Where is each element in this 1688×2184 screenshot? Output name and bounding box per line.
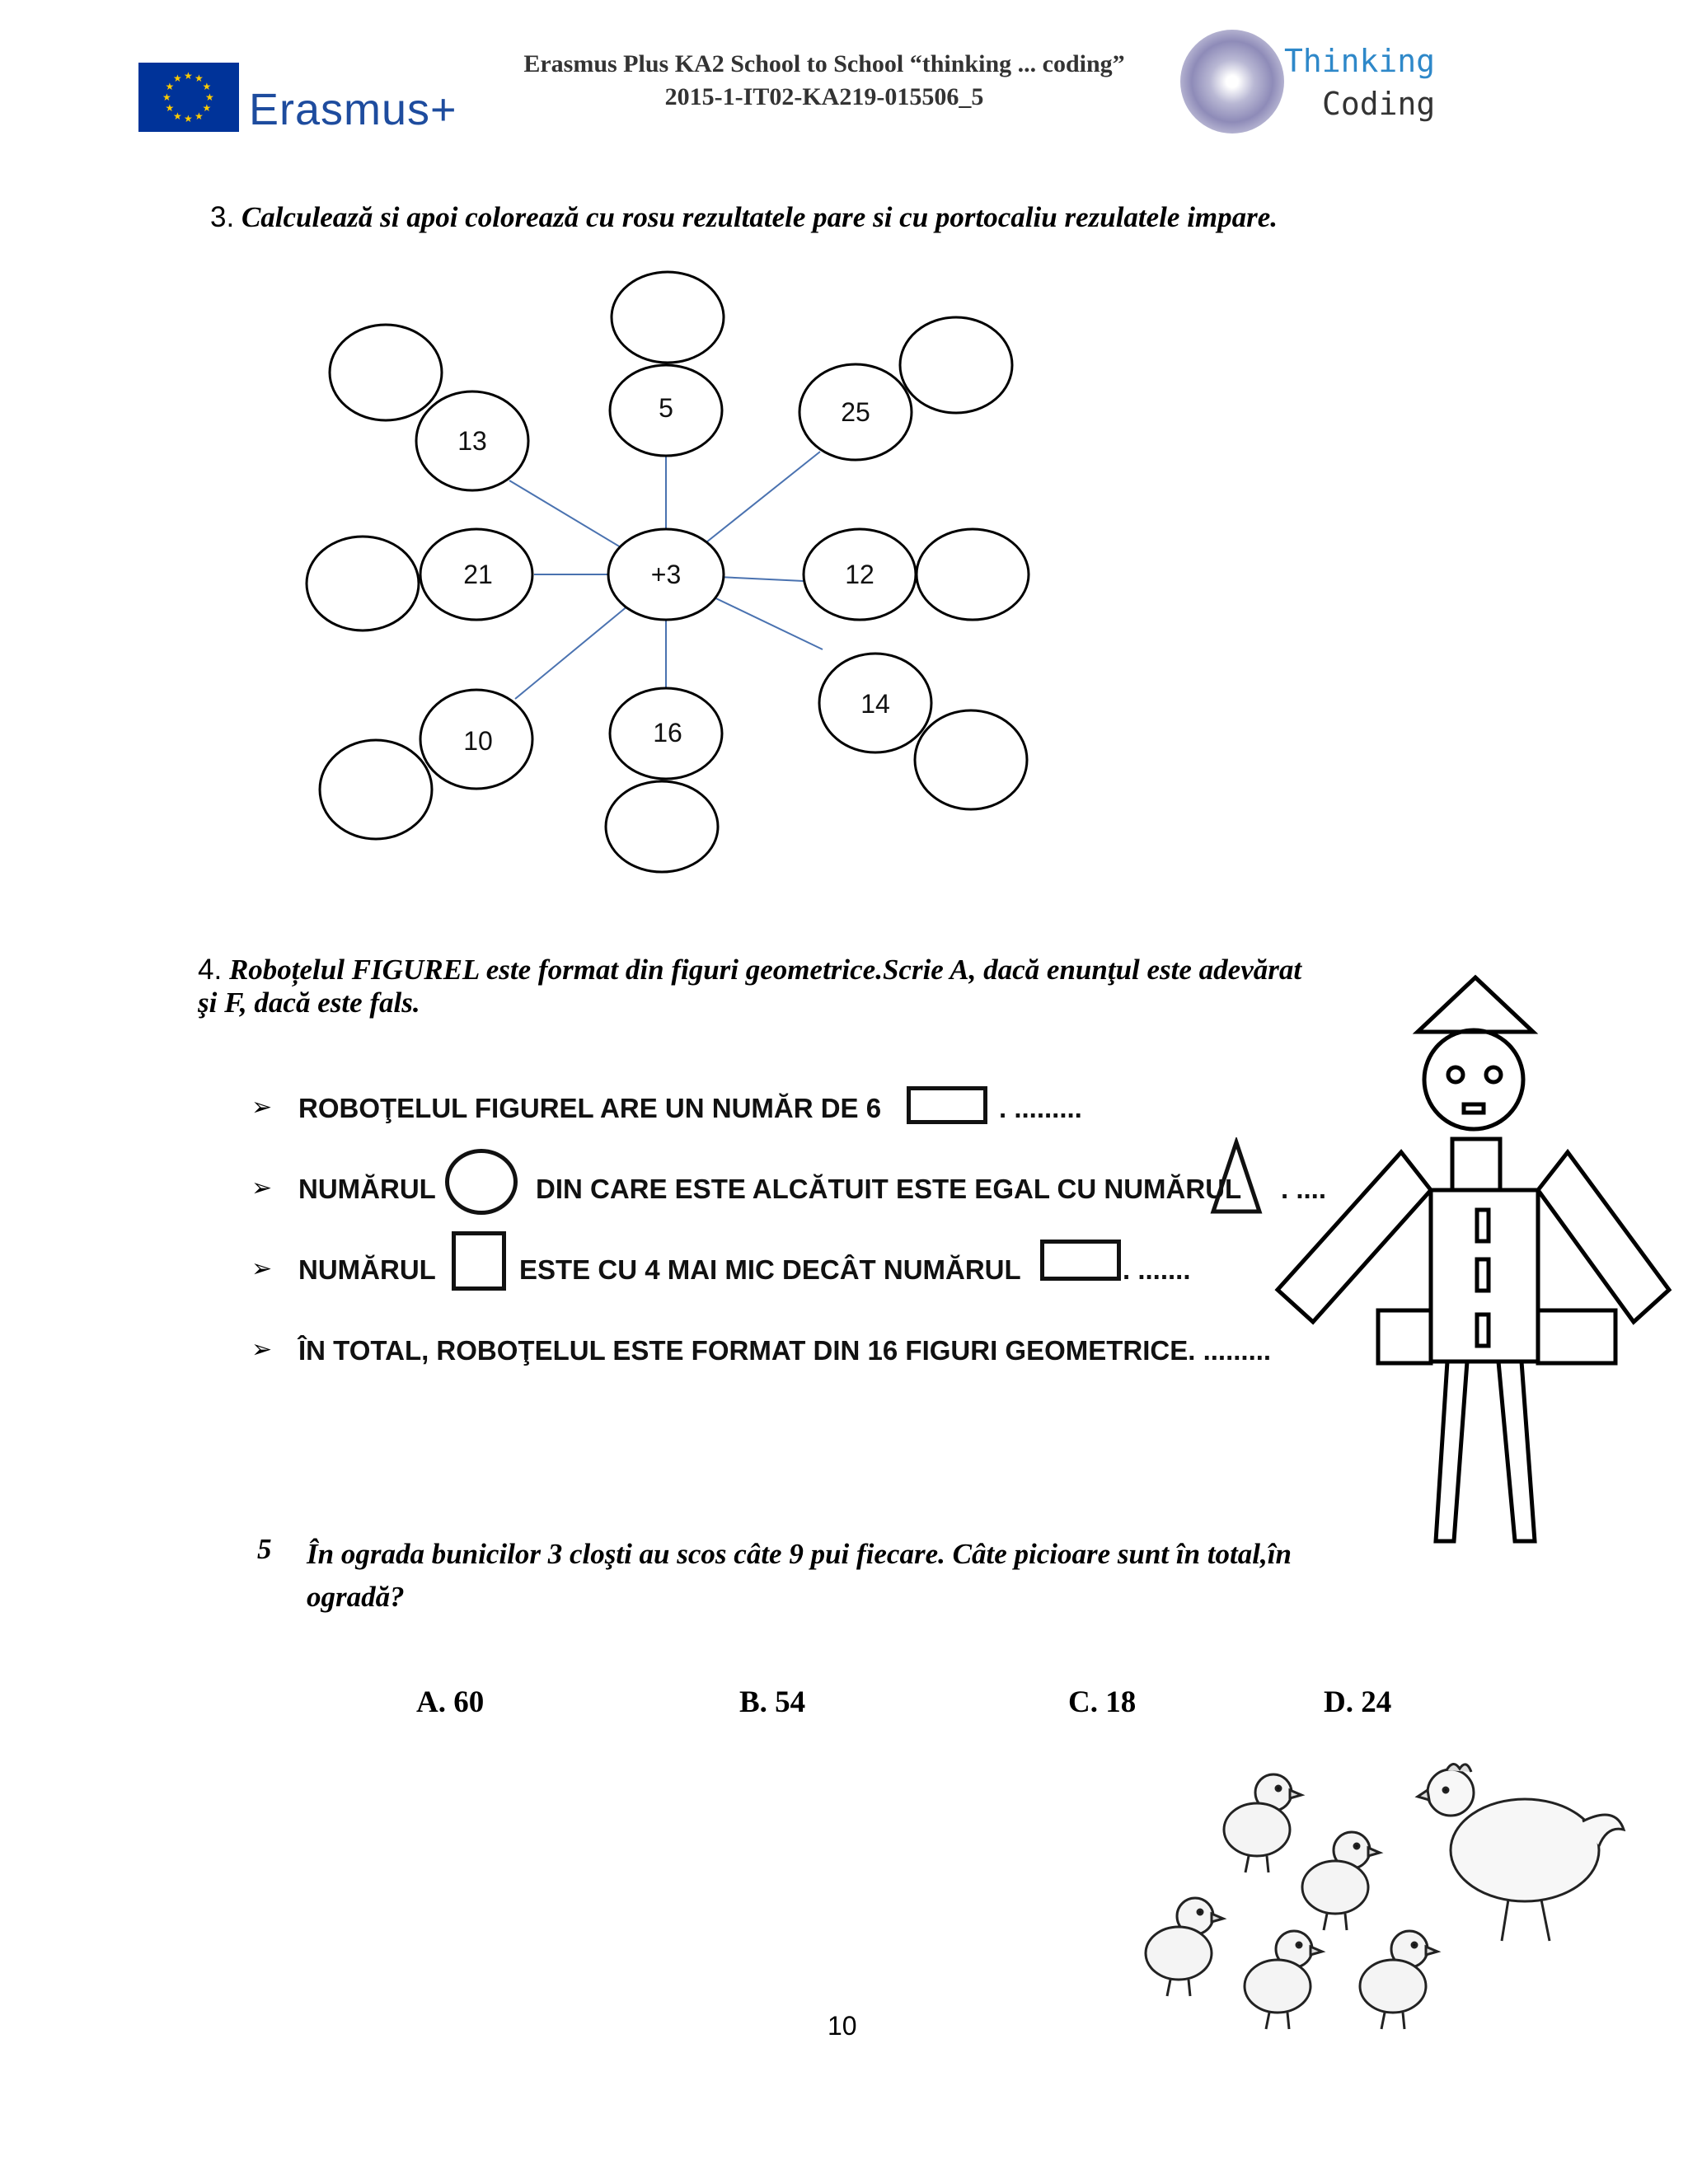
robot-body-rect [1431, 1190, 1538, 1361]
circle-icon [445, 1149, 518, 1215]
bullet-arrow-icon: ➢ [251, 1093, 273, 1122]
page-number: 10 [828, 2011, 857, 2041]
robot-mouth-rect [1464, 1104, 1484, 1113]
project-title-line1: Erasmus Plus KA2 School to School “thinking ... coding” [523, 50, 1125, 77]
spoke-label-12: 12 [845, 560, 874, 589]
robot-neck-square [1452, 1139, 1500, 1190]
robot-button-rect [1477, 1315, 1489, 1346]
answer-bubble-14 [915, 710, 1027, 809]
statement-1-text: ROBOŢELUL FIGUREL ARE UN NUMĂR DE 6 [298, 1093, 882, 1123]
task4-number: 4. [198, 954, 223, 986]
statement-2-text-b: DIN CARE ESTE ALCĂTUIT ESTE EGAL CU NUMĂRUL [536, 1174, 1242, 1204]
chick-icon [1224, 1774, 1301, 1872]
spoke-label-25: 25 [841, 397, 870, 427]
task5-question-line1: În ograda bunicilor 3 cloşti au scos câte 9 pui fiecare. Câte picioare sunt în total,în [307, 1538, 1292, 1570]
statement-3-answer-blank[interactable]: . ....... [1123, 1254, 1191, 1285]
triangle-icon [1210, 1137, 1263, 1216]
rectangle-icon [1040, 1240, 1121, 1281]
robot-left-leg-triangle [1436, 1361, 1467, 1541]
eu-star-icon: ★ [173, 73, 182, 85]
answer-bubble-25 [900, 317, 1012, 413]
spoke-label-10: 10 [463, 726, 493, 756]
center-label: +3 [650, 560, 682, 589]
answer-bubble-10 [320, 740, 432, 839]
robot-right-hand-rect [1538, 1310, 1615, 1363]
answer-option-d[interactable]: D. 24 [1324, 1685, 1392, 1719]
spoke-label-5: 5 [659, 393, 673, 423]
robot-eye-circle [1486, 1067, 1501, 1082]
chick-icon [1146, 1898, 1223, 1996]
statement-1-answer-blank[interactable]: . ......... [999, 1093, 1082, 1123]
chick-icon [1245, 1931, 1322, 2029]
rectangle-icon [907, 1086, 987, 1124]
logo-word-coding: Coding [1322, 86, 1436, 122]
eu-star-icon: ★ [195, 73, 204, 85]
eu-star-icon: ★ [165, 81, 175, 92]
project-title-line2: 2015-1-IT02-KA219-015506_5 [664, 83, 984, 110]
robot-button-rect [1477, 1259, 1489, 1291]
statement-3-text-a: NUMĂRUL [298, 1254, 436, 1285]
robot-hat-triangle [1418, 977, 1533, 1032]
chick-icon [1360, 1931, 1437, 2029]
answer-bubble-12 [917, 529, 1029, 620]
eu-star-icon: ★ [162, 91, 171, 103]
eu-star-icon: ★ [205, 91, 214, 103]
task5-number: 5 [257, 1533, 272, 1565]
spoke-label-21: 21 [463, 560, 493, 589]
bullet-arrow-icon: ➢ [251, 1335, 273, 1364]
answer-option-a[interactable]: A. 60 [416, 1685, 485, 1719]
answer-option-b[interactable]: B. 54 [739, 1685, 806, 1719]
task4-instruction-line2: şi F, dacă este fals. [198, 987, 420, 1019]
robot-right-leg-triangle [1498, 1361, 1535, 1541]
square-icon [452, 1231, 506, 1291]
answer-option-c[interactable]: C. 18 [1068, 1685, 1137, 1719]
answer-bubble-13 [330, 325, 442, 420]
bullet-arrow-icon: ➢ [251, 1254, 273, 1283]
statement-2-answer-blank[interactable]: . .... [1281, 1174, 1327, 1204]
task5-question [307, 1533, 1543, 1619]
spoke-label-14: 14 [860, 689, 890, 719]
statement-4-text[interactable]: ÎN TOTAL, ROBOŢELUL ESTE FORMAT DIN 16 FIGURI GEOMETRICE. ......... [298, 1335, 1272, 1366]
robot-left-hand-square [1378, 1310, 1431, 1363]
chick-icon-group [1146, 1774, 1437, 2029]
eu-star-icon: ★ [195, 110, 204, 122]
answer-bubble-21 [307, 537, 419, 630]
robot-eye-circle [1448, 1067, 1463, 1082]
task3-number: 3. [210, 201, 235, 233]
bullet-arrow-icon: ➢ [251, 1174, 273, 1202]
eu-star-icon: ★ [184, 113, 193, 124]
eu-star-icon: ★ [165, 102, 175, 114]
statement-2-text-a: NUMĂRUL [298, 1174, 436, 1204]
robot-left-arm-rect [1278, 1152, 1431, 1322]
chick-icon [1302, 1832, 1380, 1930]
hen-icon [1418, 1764, 1624, 1941]
statement-3-text-b: ESTE CU 4 MAI MIC DECÂT NUMĂRUL [519, 1254, 1021, 1285]
robot-right-arm-rect [1538, 1152, 1669, 1322]
eu-star-icon: ★ [202, 81, 212, 92]
task5-question-line2: ogradă? [307, 1581, 405, 1613]
task4-instruction-line1: Roboțelul FIGUREL este format din figuri geometrice.Scrie A, dacă enunţul este adevărat [228, 954, 1302, 986]
robot-figurel-drawing [1261, 972, 1688, 1549]
spoke-label-13: 13 [457, 426, 487, 456]
robot-button-rect [1477, 1210, 1489, 1241]
task3-instruction: Calculează si apoi colorează cu rosu rezultatele pare si cu portocaliu rezulatele impare. [241, 201, 1278, 233]
logo-word-thinking: Thinking [1284, 43, 1436, 79]
chicks-and-hen-illustration [1121, 1755, 1632, 2069]
answer-bubble-5 [612, 272, 724, 363]
spoke-label-16: 16 [653, 718, 682, 748]
eu-star-icon: ★ [184, 70, 193, 82]
eu-star-icon: ★ [202, 102, 212, 114]
answer-bubble-16 [606, 781, 718, 872]
eu-star-icon: ★ [173, 110, 182, 122]
erasmus-logo-text: Erasmus+ [249, 85, 457, 134]
